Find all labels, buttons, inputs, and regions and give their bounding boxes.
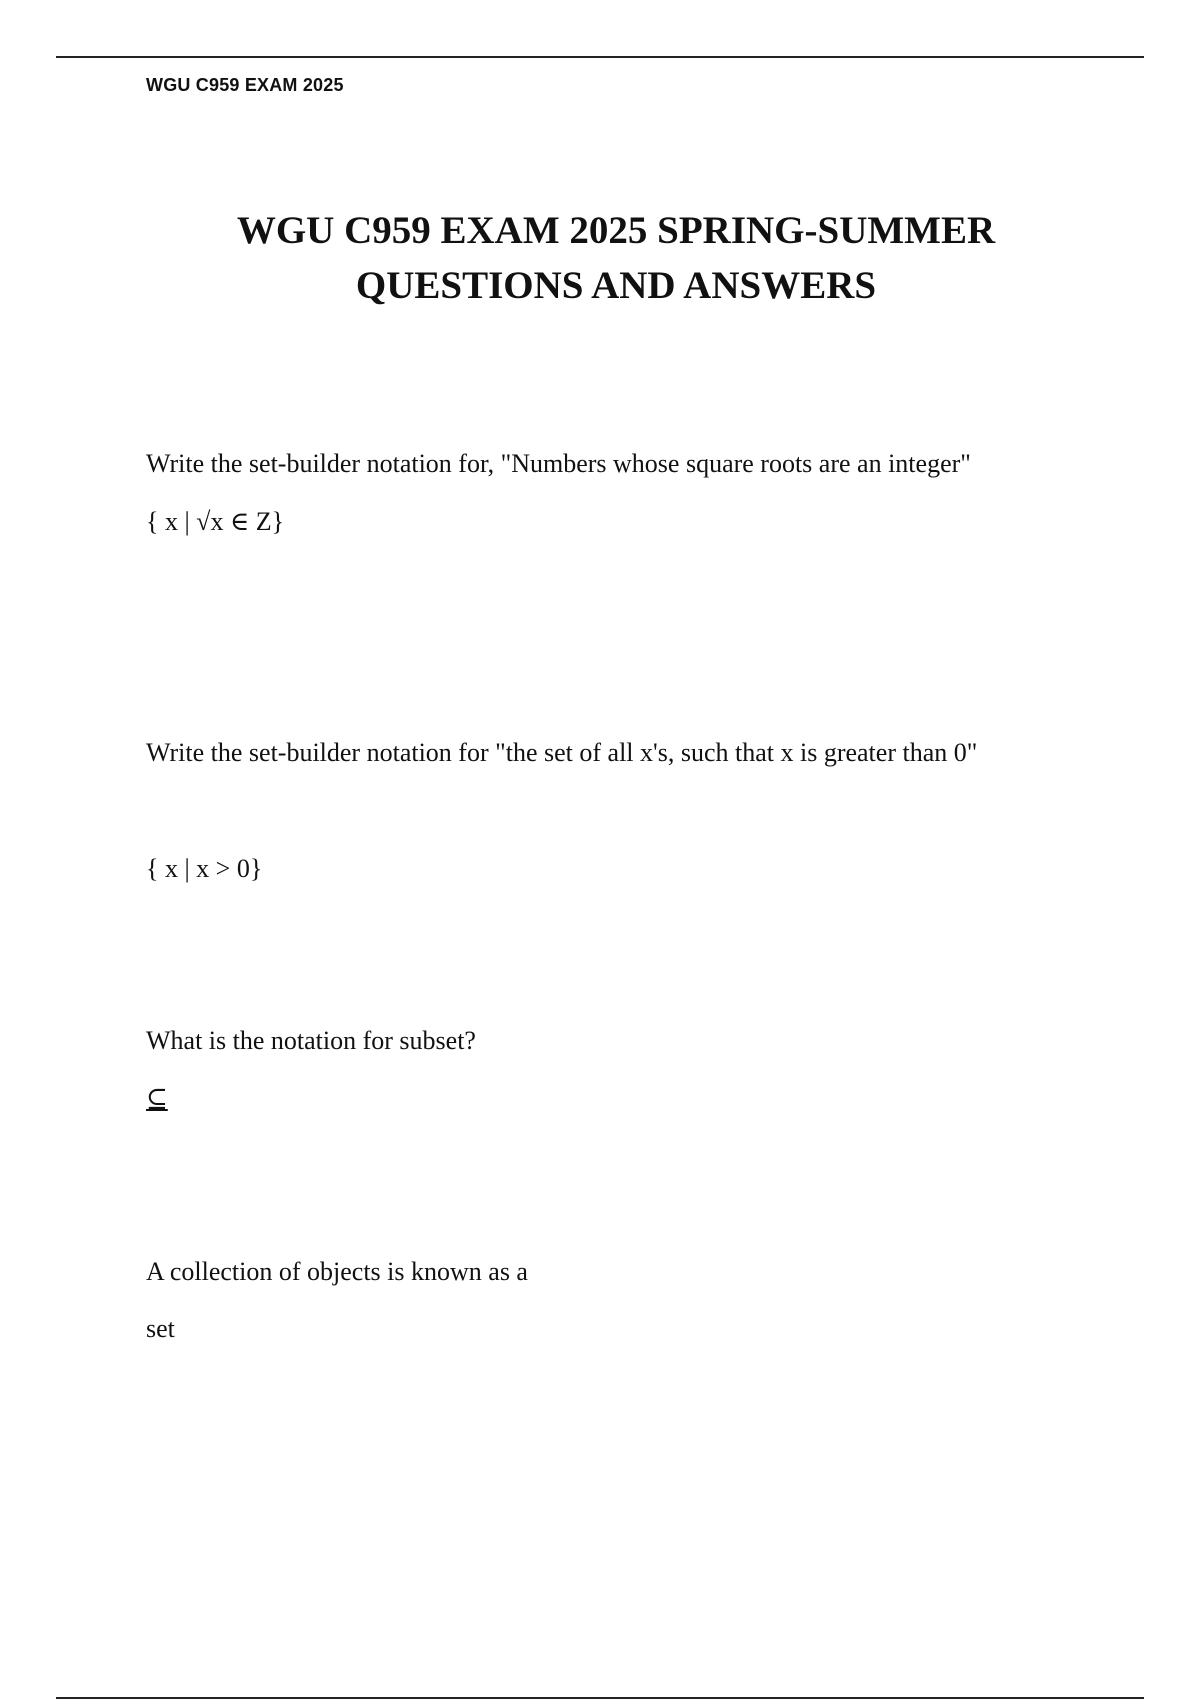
running-header: WGU C959 EXAM 2025	[146, 75, 344, 95]
answer-1: { x | √x ∈ Z}	[146, 507, 285, 536]
title-line-2: QUESTIONS AND ANSWERS	[355, 264, 877, 307]
title-line-1: WGU C959 EXAM 2025 SPRING-SUMMER	[236, 209, 996, 252]
answer-2: { x | x > 0}	[146, 854, 263, 883]
answer-3: ⊆	[146, 1084, 168, 1113]
answer-4: set	[146, 1314, 175, 1343]
question-3: What is the notation for subset?	[146, 1026, 476, 1055]
document-title	[120, 203, 1112, 313]
question-2: Write the set-builder notation for "the set of all x's, such that x is greater than 0"	[146, 738, 978, 767]
question-1: Write the set-builder notation for, "Numbers whose square roots are an integer"	[146, 449, 971, 478]
footer-divider	[56, 1697, 1144, 1699]
question-4: A collection of objects is known as a	[146, 1257, 528, 1286]
header-divider	[56, 56, 1144, 58]
